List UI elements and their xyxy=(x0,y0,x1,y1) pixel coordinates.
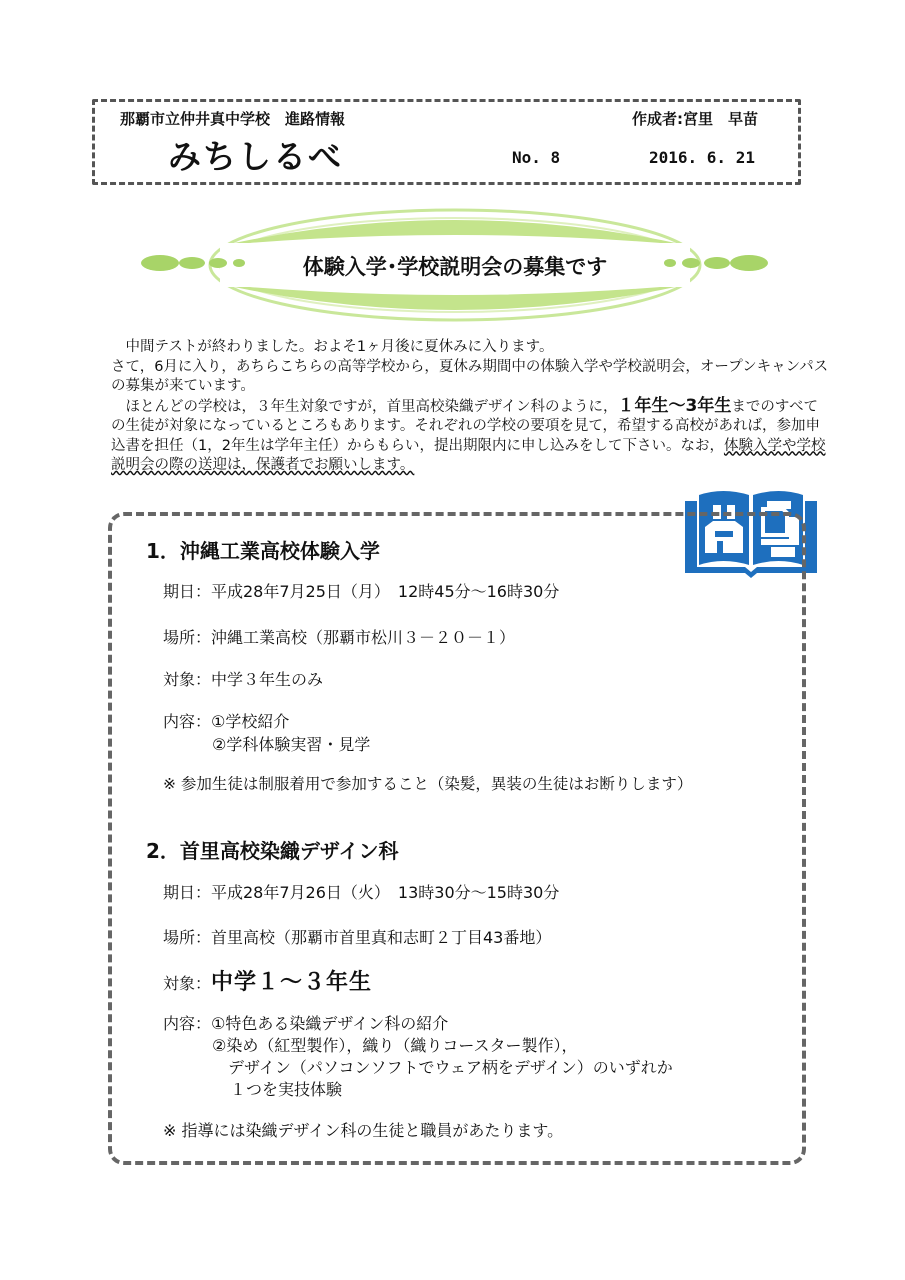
intro-underlined-note: 体験入学や学校説明会の際の送迎は，保護者でお願いします。 xyxy=(111,437,826,473)
section1-note: ※ 参加生徒は制服着用で参加すること（染髪，異装の生徒はお断りします） xyxy=(163,775,693,793)
intro-text xyxy=(111,338,831,476)
intro-p3-start: ほとんどの学校は，３年生対象ですが，首里高校染織デザイン科のように， xyxy=(111,398,618,415)
section1-content-2: ②学科体験実習・見学 xyxy=(212,735,371,754)
issue-number: No. 8 xyxy=(512,148,561,167)
section2-date: 期日：平成28年7月26日（火） 13時30分～15時30分 xyxy=(163,883,560,902)
section2-content-1: 内容：①特色ある染織デザイン科の紹介 xyxy=(163,1014,449,1033)
section1-date: 期日：平成28年7月25日（月） 12時45分～16時30分 xyxy=(163,582,560,601)
issue-date: 2016. 6. 21 xyxy=(649,148,755,167)
section2-target-value: 中学１～３年生 xyxy=(211,970,373,995)
section1-content-1: 内容：①学校紹介 xyxy=(163,712,290,731)
section2-note: ※ 指導には染織デザイン科の生徒と職員があたります。 xyxy=(163,1121,564,1140)
banner-title: 体験入学･学校説明会の募集です xyxy=(302,255,608,279)
newsletter-title: みちしるべ xyxy=(168,137,343,176)
school-name: 那覇市立仲井真中学校 進路情報 xyxy=(120,110,346,128)
section2-content-2: ②染め（紅型製作），織り（織りコースター製作）， xyxy=(212,1036,578,1055)
intro-paragraph-3 xyxy=(111,397,831,476)
section2-content-3: デザイン（パソコンソフトでウェア柄をデザイン）のいずれか xyxy=(228,1058,673,1077)
author: 作成者:宮里 早苗 xyxy=(632,110,758,128)
section1-place: 場所：沖縄工業高校（那覇市松川３－２０－１） xyxy=(163,628,516,647)
intro-grade-emphasis: １年生～3年生 xyxy=(617,395,732,416)
intro-paragraph-2: さて，6月に入り，あちらこちらの高等学校から，夏休み期間中の体験入学や学校説明会，オープンキャンパスの募集が来ています。 xyxy=(111,358,829,394)
section2-place: 場所：首里高校（那覇市首里真和志町２丁目43番地） xyxy=(163,928,552,947)
section2-title: 2．首里高校染織デザイン科 xyxy=(146,839,399,863)
intro-p3-middle: までのすべての生徒が対象になっているところもあります。それぞれの学校の要項を見て，希望する高校があれば，参加申込書を担任（1，2年生は学年主任）からもらい，提出期限内に申し込みをして下さい。なお， xyxy=(111,398,821,454)
section1-target: 対象：中学３年生のみ xyxy=(163,670,324,689)
intro-paragraph-1: 中間テストが終わりました。およそ1ヶ月後に夏休みに入ります。 xyxy=(111,339,554,355)
section2-target-label: 対象： xyxy=(163,974,212,993)
section2-content-4: １つを実技体験 xyxy=(230,1080,343,1099)
section2-target xyxy=(163,965,372,996)
section1-title: 1．沖縄工業高校体験入学 xyxy=(146,539,380,563)
